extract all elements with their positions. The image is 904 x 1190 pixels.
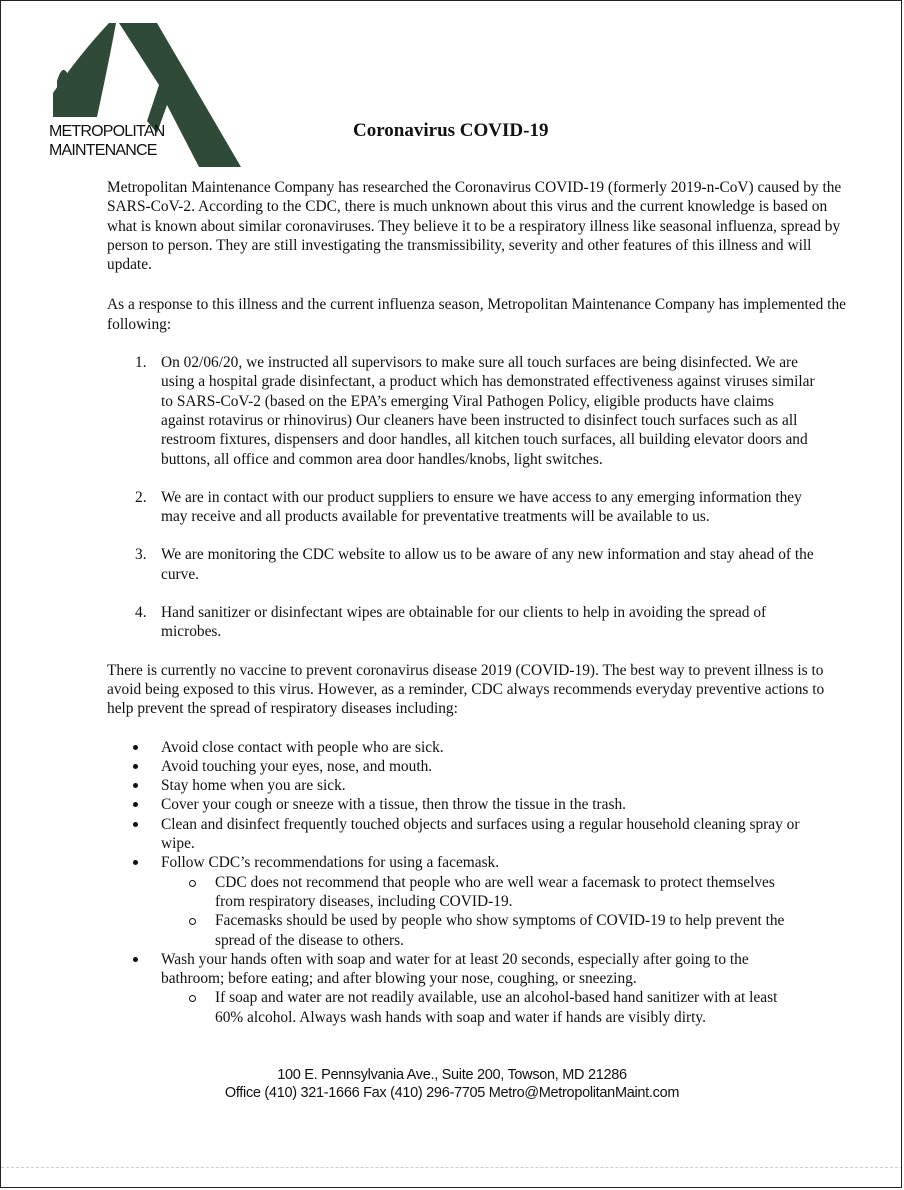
circle-bullet-icon — [189, 918, 196, 925]
list-item — [107, 757, 811, 776]
action-text: On 02/06/20, we instructed all supervisors to make sure all touch surfaces are being disinfected. We are using a hospital grade disinfectant, a product which has demonstrated effectiveness against viruses similar to SARS-CoV-2 (based on the EPA’s emerging Viral Pathogen Policy, eligible products have claims against rotavirus or rhinovirus) Our cleaners have been instructed to disinfect touch surfaces such as all restroom fixtures, dispensers and door handles, all kitchen touch surfaces, all building elevator doors and buttons, all office and common area door handles/knobs, light switches. — [161, 354, 815, 468]
action-text: We are in contact with our product suppliers to ensure we have access to any emerging information they may receive and all products available for preventative treatments will be available to us. — [161, 488, 802, 526]
facemask-sublist — [161, 873, 811, 950]
list-item — [107, 776, 811, 795]
footer-address: 100 E. Pennsylvania Ave., Suite 200, Towson, MD 21286 — [277, 1067, 627, 1083]
circle-bullet-icon — [189, 880, 196, 887]
sub-list-item — [161, 911, 805, 950]
action-item — [107, 603, 821, 642]
bullet-icon — [133, 764, 138, 769]
action-number: 2. — [135, 488, 147, 506]
list-item — [107, 950, 811, 1027]
bullet-icon — [133, 822, 138, 827]
intro-paragraph: Metropolitan Maintenance Company has researched the Coronavirus COVID-19 (formerly 2019-n-CoV) caused by the SARS-CoV-2. According to the CDC, there is much unknown about this virus and the current knowledge is based on what is known about similar coronaviruses. They believe it to be a respiratory illness like seasonal influenza, spread by person to person. They are still investigating the transmissibility, severity and other features of this illness and will update. — [107, 179, 842, 274]
list-item — [107, 853, 811, 949]
prevention-tips-list — [107, 738, 847, 1027]
handwashing-sublist — [161, 988, 811, 1027]
sub-list-item — [161, 873, 805, 912]
list-item — [107, 738, 811, 757]
company-logo — [49, 21, 249, 171]
logo-line-2: MAINTENANCE — [49, 142, 157, 159]
action-item — [107, 545, 821, 584]
action-number: 1. — [135, 354, 147, 372]
sub-tip-text: Facemasks should be used by people who show symptoms of COVID-19 to help prevent the spread of the disease to others. — [215, 912, 785, 949]
tip-text: Stay home when you are sick. — [161, 777, 346, 795]
list-item — [107, 815, 811, 854]
action-text: We are monitoring the CDC website to allow us to be aware of any new information and stay ahead of the curve. — [161, 546, 814, 583]
bullet-icon — [133, 802, 138, 807]
action-list — [107, 353, 847, 642]
tip-text: Clean and disinfect frequently touched objects and surfaces using a regular household cleaning spray or wipe. — [161, 815, 800, 853]
action-item — [107, 353, 821, 469]
response-intro-paragraph: As a response to this illness and the current influenza season, Metropolitan Maintenance Company has implemented the following: — [107, 296, 846, 333]
tip-text: Follow CDC’s recommendations for using a facemask. — [161, 854, 500, 872]
action-text: Hand sanitizer or disinfectant wipes are obtainable for our clients to help in avoiding the spread of microbes. — [161, 604, 767, 641]
tip-text: Wash your hands often with soap and water for at least 20 seconds, especially after going to the bathroom; before eating; and after blowing your nose, coughing, or sneezing. — [161, 950, 749, 988]
bullet-icon — [133, 783, 138, 788]
tip-text: Avoid close contact with people who are sick. — [161, 738, 444, 756]
prevention-intro-paragraph: There is currently no vaccine to prevent coronavirus disease 2019 (COVID-19). The best way to prevent illness is to avoid being exposed to this virus. However, as a reminder, CDC always recommends everyday preventive actions to help prevent the spread of respiratory diseases including: — [107, 661, 825, 718]
page-title: Coronavirus COVID-19 — [353, 120, 549, 141]
bullet-icon — [133, 957, 138, 962]
document-body — [107, 178, 847, 1027]
footer-contact: Office (410) 321-1666 Fax (410) 296-7705 Metro@MetropolitanMaint.com — [224, 1085, 680, 1101]
tip-text: Avoid touching your eyes, nose, and mouth. — [161, 757, 433, 775]
scan-artifact-line — [1, 1167, 902, 1168]
tip-text: Cover your cough or sneeze with a tissue, then throw the tissue in the trash. — [161, 796, 627, 814]
action-number: 4. — [135, 604, 147, 622]
list-item — [107, 795, 811, 814]
action-item — [107, 488, 821, 527]
bullet-icon — [133, 745, 138, 750]
page-footer — [1, 1066, 902, 1102]
circle-bullet-icon — [189, 995, 196, 1002]
sub-tip-text: If soap and water are not readily available, use an alcohol-based hand sanitizer with at least 60% alcohol. Always wash hands with soap and water if hands are visibly dirty. — [215, 989, 778, 1026]
action-number: 3. — [135, 546, 147, 564]
bullet-icon — [133, 860, 138, 865]
sub-list-item — [161, 988, 805, 1027]
logo-line-1: METROPOLITAN — [49, 123, 165, 140]
sub-tip-text: CDC does not recommend that people who are well wear a facemask to protect themselves from respiratory diseases, including COVID-19. — [215, 873, 775, 910]
